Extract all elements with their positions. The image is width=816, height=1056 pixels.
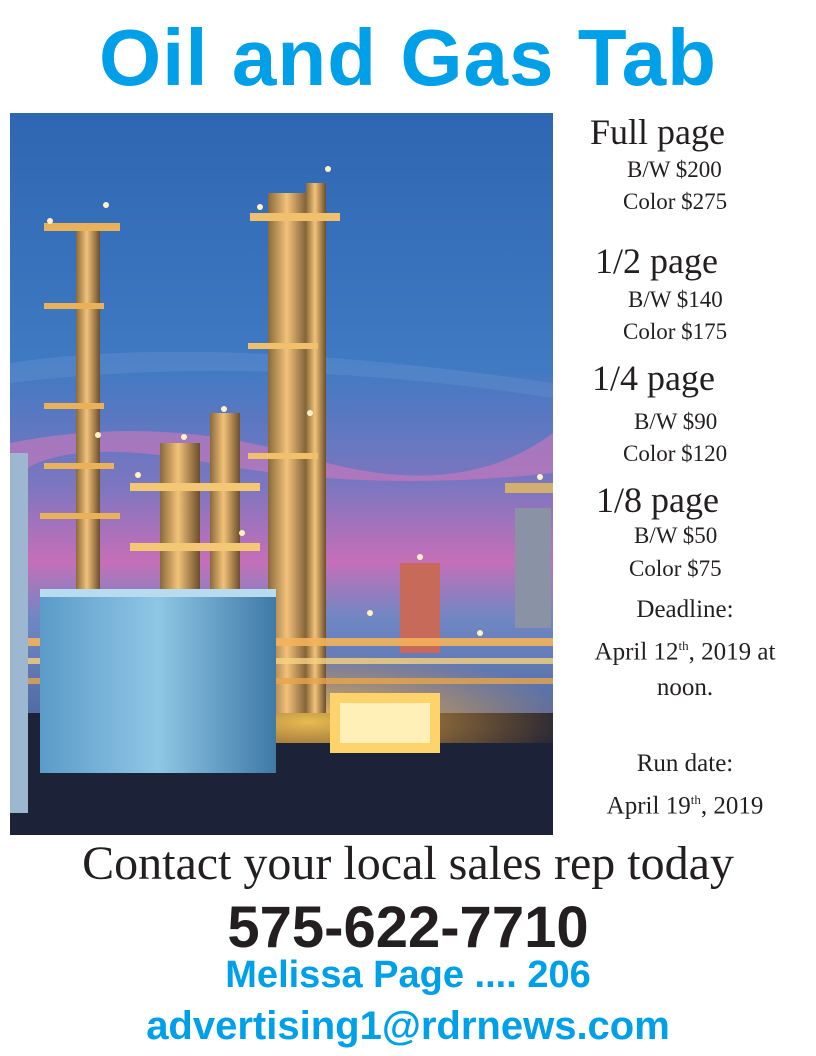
tier-bw-full: B/W $200 bbox=[627, 157, 722, 182]
deadline-label: Deadline: bbox=[636, 596, 734, 623]
deadline-time: noon. bbox=[656, 674, 714, 702]
deadline-block bbox=[560, 592, 810, 706]
deadline-date: April 12th, 2019 at bbox=[594, 638, 776, 666]
tier-bw-quarter: B/W $90 bbox=[634, 409, 718, 434]
tier-bw-half: B/W $140 bbox=[628, 287, 723, 312]
tier-color-eighth: Color $75 bbox=[629, 556, 722, 581]
tier-name-eighth: 1/8 page bbox=[596, 480, 719, 520]
tier-name-full: Full page bbox=[590, 112, 725, 152]
refinery-photo bbox=[10, 113, 553, 835]
contact-line: Contact your local sales rep today bbox=[82, 837, 734, 890]
tier-bw-eighth: B/W $50 bbox=[634, 523, 718, 548]
ad-title: Oil and Gas Tab bbox=[98, 13, 718, 102]
tier-name-quarter: 1/4 page bbox=[592, 358, 715, 398]
run-date-block bbox=[560, 746, 810, 824]
tier-color-quarter: Color $120 bbox=[623, 441, 728, 466]
tier-color-half: Color $175 bbox=[623, 319, 728, 344]
phone-number: 575-622-7710 bbox=[227, 895, 589, 960]
sales-rep: Melissa Page .... 206 bbox=[225, 954, 591, 996]
tier-name-half: 1/2 page bbox=[595, 241, 718, 281]
contact-email[interactable]: advertising1@rdrnews.com bbox=[146, 1004, 670, 1048]
run-date-value: April 19th, 2019 bbox=[606, 792, 764, 820]
tier-color-full: Color $275 bbox=[623, 189, 728, 214]
run-date-label: Run date: bbox=[636, 750, 734, 777]
